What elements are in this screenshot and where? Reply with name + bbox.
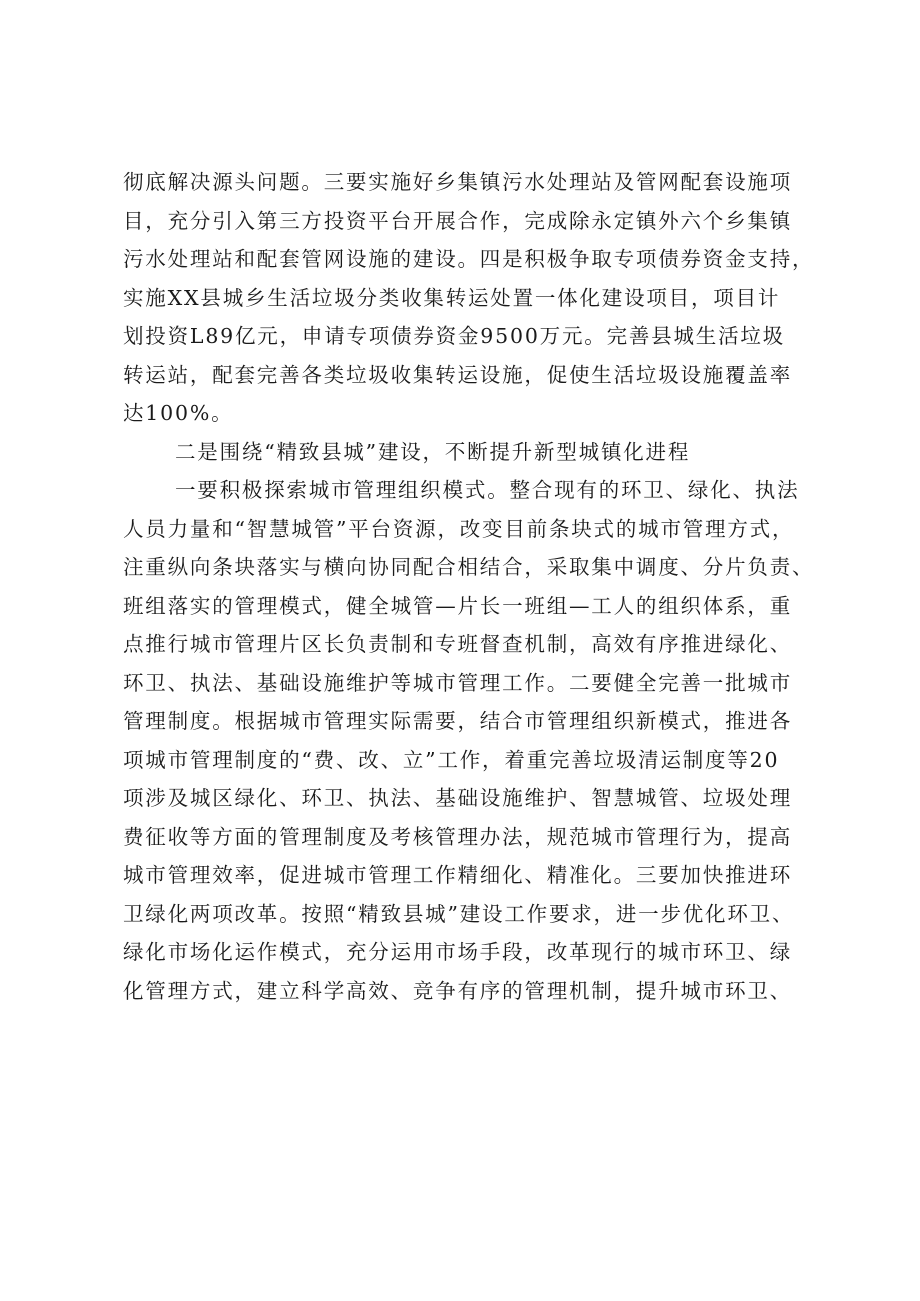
- text-line: 污水处理站和配套管网设施的建设。四是积极争取专项债券资金支持，: [123, 247, 815, 271]
- text-line: 转运站，配套完善各类垃圾收集转运设施，促使生活垃圾设施覆盖率: [123, 362, 792, 387]
- text-line: 彻底解决源头问题。三要实施好乡集镇污水处理站及管网配套设施项: [123, 170, 792, 194]
- text-line: 项城市管理制度的“费、改、立”工作，着重完善垃圾清运制度等20: [123, 747, 780, 772]
- text-line: 目，充分引入第三方投资平台开展合作，完成除永定镇外六个乡集镇: [123, 208, 792, 233]
- text-line: 注重纵向条块落实与横向协同配合相结合，采取集中调度、分片负责、: [123, 555, 815, 579]
- text-line: 班组落实的管理模式，健全城管—片长一班组—工人的组织体系，重: [123, 593, 792, 618]
- paragraph-start: 一要积极探索城市管理组织模式。整合现有的环卫、绿化、执法: [175, 478, 800, 502]
- text-line: 卫绿化两项改革。按照“精致县城”建设工作要求，进一步优化环卫、: [123, 901, 795, 926]
- text-line: 项涉及城区绿化、环卫、执法、基础设施维护、智慧城管、垃圾处理: [123, 786, 792, 810]
- text-line: 管理制度。根据城市管理实际需要，结合市管理组织新模式，推进各: [123, 709, 792, 733]
- text-line: 费征收等方面的管理制度及考核管理办法，规范城市管理行为，提高: [123, 824, 792, 849]
- text-line: 化管理方式，建立科学高效、竞争有序的管理机制，提升城市环卫、: [123, 978, 792, 1003]
- text-line: 达100%。: [123, 401, 234, 425]
- text-line: 环卫、执法、基础设施维护等城市管理工作。二要健全完善一批城市: [123, 670, 792, 695]
- section-heading: 二是围绕“精致县城”建设，不断提升新型城镇化进程: [175, 439, 691, 464]
- text-line: 点推行城市管理片区长负责制和专班督查机制，高效有序推进绿化、: [123, 632, 792, 656]
- body-text: [123, 163, 843, 1010]
- text-line: 人员力量和“智慧城管”平台资源，改变目前条块式的城市管理方式，: [123, 516, 795, 541]
- text-line: 城市管理效率，促进城市管理工作精细化、精准化。三要加快推进环: [123, 863, 792, 887]
- text-line: 绿化市场化运作模式，充分运用市场手段，改革现行的城市环卫、绿: [123, 940, 792, 964]
- text-line: 划投资L89亿元，申请专项债券资金9500万元。完善县城生活垃圾: [123, 324, 785, 348]
- text-line: 实施XX县城乡生活垃圾分类收集转运处置一体化建设项目，项目计: [123, 285, 781, 310]
